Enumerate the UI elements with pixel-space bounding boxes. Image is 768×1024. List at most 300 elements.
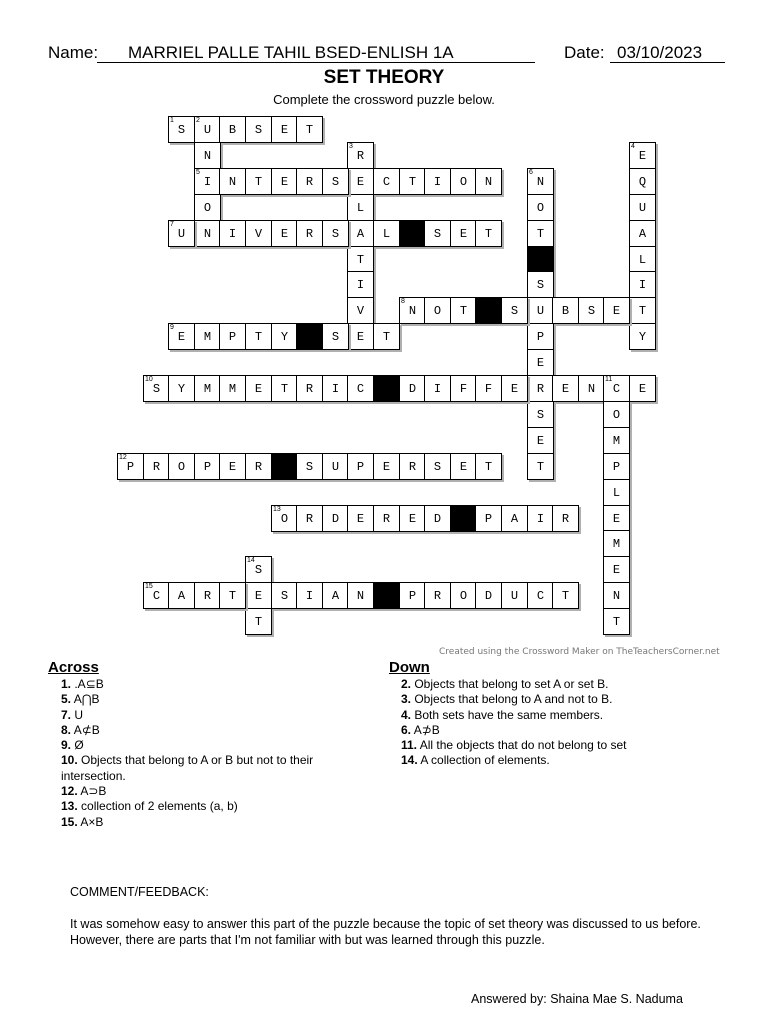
- cell-letter: Y: [177, 381, 186, 396]
- crossword-cell: [322, 375, 349, 402]
- crossword-cell: [296, 220, 323, 247]
- crossword-cell: [296, 505, 323, 532]
- cell-letter: A: [177, 588, 186, 603]
- cell-letter: M: [612, 433, 621, 448]
- clue-number: 13: [273, 506, 281, 513]
- cell-letter: C: [382, 174, 391, 189]
- crossword-cell: [629, 220, 656, 247]
- cell-letter: E: [612, 511, 621, 526]
- cell-letter: D: [484, 588, 493, 603]
- crossword-cell: [424, 220, 451, 247]
- clue-number-label: 12.: [61, 784, 78, 799]
- crossword-cell: [527, 401, 554, 428]
- crossword-cell: [219, 323, 246, 350]
- crossword-cell: [373, 168, 400, 195]
- across-heading: Across: [48, 659, 99, 676]
- crossword-cell: [603, 401, 630, 428]
- clue-text: Both sets have the same members.: [411, 707, 604, 722]
- cell-letter: I: [331, 381, 340, 396]
- clue-number: 11: [605, 376, 613, 383]
- cell-letter: T: [254, 329, 263, 344]
- clue-number-label: 3.: [401, 692, 412, 707]
- crossword-cell: [296, 375, 323, 402]
- crossword-cell: [347, 194, 374, 221]
- crossword-cell: [219, 582, 246, 609]
- crossword-cell: [450, 453, 477, 480]
- crossword-cell: [373, 220, 400, 247]
- cell-letter: N: [228, 174, 237, 189]
- cell-letter: U: [177, 226, 186, 241]
- cell-letter: E: [638, 148, 647, 163]
- clue-text: A collection of elements.: [417, 753, 550, 768]
- crossword-cell: [168, 116, 195, 143]
- crossword-black-cell: [450, 505, 477, 532]
- crossword-cell: [143, 453, 170, 480]
- clue-number: 4: [631, 143, 635, 150]
- cell-letter: P: [536, 329, 545, 344]
- crossword-cell: [347, 323, 374, 350]
- cell-letter: N: [587, 381, 596, 396]
- crossword-cell: [527, 375, 554, 402]
- crossword-cell: [168, 582, 195, 609]
- cell-letter: I: [305, 588, 314, 603]
- crossword-cell: [424, 582, 451, 609]
- crossword-cell: [271, 375, 298, 402]
- cell-letter: I: [638, 277, 647, 292]
- cell-letter: P: [126, 459, 135, 474]
- crossword-cell: [450, 582, 477, 609]
- clue-number: 6: [529, 169, 533, 176]
- cell-letter: S: [536, 277, 545, 292]
- cell-letter: E: [459, 459, 468, 474]
- cell-letter: A: [510, 511, 519, 526]
- cell-letter: R: [536, 381, 545, 396]
- cell-letter: R: [356, 148, 365, 163]
- crossword-cell: [475, 220, 502, 247]
- cell-letter: U: [536, 303, 545, 318]
- cell-letter: S: [254, 562, 263, 577]
- cell-letter: O: [177, 459, 186, 474]
- crossword-black-cell: [373, 582, 400, 609]
- crossword-cell: [527, 349, 554, 376]
- feedback-label: COMMENT/FEEDBACK:: [70, 885, 209, 899]
- crossword-cell: [347, 453, 374, 480]
- crossword-cell: [168, 323, 195, 350]
- crossword-cell: [245, 220, 272, 247]
- cell-letter: I: [433, 381, 442, 396]
- crossword-cell: [603, 375, 630, 402]
- clue-number: 12: [119, 454, 127, 461]
- cell-letter: T: [484, 459, 493, 474]
- cell-letter: S: [152, 381, 161, 396]
- cell-letter: R: [152, 459, 161, 474]
- clue-number-label: 15.: [61, 814, 78, 829]
- cell-letter: T: [561, 588, 570, 603]
- crossword-cell: [245, 556, 272, 583]
- crossword-cell: [296, 168, 323, 195]
- clue-number: 2: [196, 117, 200, 124]
- crossword-cell: [629, 323, 656, 350]
- cell-letter: O: [459, 174, 468, 189]
- across-clue: [61, 815, 368, 830]
- clue-text: A⊅B: [411, 722, 440, 737]
- crossword-cell: [450, 297, 477, 324]
- cell-letter: D: [433, 511, 442, 526]
- crossword-cell: [399, 582, 426, 609]
- clue-number-label: 2.: [401, 677, 412, 691]
- crossword-cell: [219, 220, 246, 247]
- crossword-cell: [501, 505, 528, 532]
- down-clue: [401, 723, 729, 738]
- cell-letter: P: [484, 511, 493, 526]
- cell-letter: A: [638, 226, 647, 241]
- cell-letter: C: [612, 381, 621, 396]
- crossword-cell: [424, 375, 451, 402]
- crossword-cell: [527, 427, 554, 454]
- cell-letter: I: [228, 226, 237, 241]
- clue-number-label: 8.: [61, 722, 72, 737]
- cell-letter: T: [536, 459, 545, 474]
- cell-letter: F: [484, 381, 493, 396]
- cell-letter: U: [510, 588, 519, 603]
- across-section: [48, 659, 368, 830]
- cell-letter: P: [228, 329, 237, 344]
- crossword-cell: [603, 297, 630, 324]
- crossword-cell: [629, 194, 656, 221]
- crossword-cell: [347, 168, 374, 195]
- crossword-black-cell: [399, 220, 426, 247]
- crossword-cell: [194, 220, 221, 247]
- clue-number-label: 9.: [61, 738, 72, 753]
- crossword-cell: [347, 297, 374, 324]
- cell-letter: U: [638, 200, 647, 215]
- cell-letter: N: [612, 588, 621, 603]
- crossword-cell: [194, 194, 221, 221]
- crossword-cell: [399, 168, 426, 195]
- feedback-text: It was somehow easy to answer this part of the puzzle because the topic of set theory was discussed to us before. However, there are parts that I'm not familiar with but was learned through this puzzle.: [70, 917, 701, 947]
- clue-number: 14: [247, 557, 255, 564]
- crossword-black-cell: [296, 323, 323, 350]
- cell-letter: N: [536, 174, 545, 189]
- crossword-cell: [347, 505, 374, 532]
- clue-text: Objects that belong to A and not to B.: [411, 692, 613, 707]
- crossword-cell: [603, 530, 630, 557]
- crossword-cell: [322, 582, 349, 609]
- credit-text: Created using the Crossword Maker on TheTeachersCorner.net: [439, 647, 720, 657]
- crossword-cell: [194, 168, 221, 195]
- clue-text: U: [71, 707, 84, 722]
- cell-letter: Y: [280, 329, 289, 344]
- crossword-cell: [501, 582, 528, 609]
- cell-letter: E: [356, 329, 365, 344]
- crossword-cell: [527, 168, 554, 195]
- clue-text: Objects that belong to set A or set B.: [411, 677, 609, 691]
- crossword-cell: [296, 582, 323, 609]
- clue-number: 7: [170, 221, 174, 228]
- cell-letter: A: [331, 588, 340, 603]
- crossword-black-cell: [475, 297, 502, 324]
- clue-number-label: 11.: [401, 738, 418, 753]
- cell-letter: E: [280, 174, 289, 189]
- cell-letter: R: [305, 226, 314, 241]
- crossword-cell: [527, 582, 554, 609]
- clue-text: Objects that belong to A or B but not to their intersection.: [61, 753, 314, 783]
- down-heading: Down: [389, 659, 430, 676]
- crossword-cell: [475, 375, 502, 402]
- clue-text: .A⊆B: [71, 677, 104, 691]
- crossword-cell: [527, 297, 554, 324]
- crossword-cell: [168, 220, 195, 247]
- cell-letter: O: [612, 407, 621, 422]
- crossword-cell: [629, 375, 656, 402]
- crossword-cell: [322, 505, 349, 532]
- crossword-cell: [578, 297, 605, 324]
- crossword-grid: [117, 116, 657, 636]
- crossword-cell: [501, 375, 528, 402]
- crossword-cell: [219, 453, 246, 480]
- crossword-cell: [296, 453, 323, 480]
- cell-letter: R: [408, 459, 417, 474]
- down-section: [389, 659, 729, 769]
- crossword-cell: [424, 168, 451, 195]
- crossword-cell: [450, 220, 477, 247]
- cell-letter: P: [612, 459, 621, 474]
- cell-letter: T: [612, 614, 621, 629]
- cell-letter: P: [408, 588, 417, 603]
- cell-letter: R: [254, 459, 263, 474]
- crossword-cell: [603, 582, 630, 609]
- clue-number: 8: [401, 298, 405, 305]
- crossword-cell: [475, 453, 502, 480]
- cell-letter: E: [177, 329, 186, 344]
- crossword-cell: [245, 323, 272, 350]
- crossword-cell: [552, 505, 579, 532]
- clue-number: 5: [196, 169, 200, 176]
- crossword-cell: [296, 116, 323, 143]
- down-clue-list: [389, 677, 729, 769]
- cell-letter: L: [356, 200, 365, 215]
- crossword-cell: [271, 323, 298, 350]
- crossword-cell: [194, 142, 221, 169]
- crossword-cell: [143, 582, 170, 609]
- cell-letter: E: [612, 562, 621, 577]
- crossword-cell: [347, 220, 374, 247]
- cell-letter: E: [408, 511, 417, 526]
- crossword-cell: [194, 453, 221, 480]
- across-clue-list: [48, 677, 368, 830]
- crossword-cell: [399, 505, 426, 532]
- cell-letter: R: [305, 511, 314, 526]
- crossword-cell: [143, 375, 170, 402]
- cell-letter: E: [638, 381, 647, 396]
- cell-letter: T: [382, 329, 391, 344]
- crossword-cell: [603, 556, 630, 583]
- across-clue: [61, 753, 368, 784]
- crossword-cell: [527, 220, 554, 247]
- cell-letter: E: [254, 588, 263, 603]
- cell-letter: R: [382, 511, 391, 526]
- cell-letter: C: [152, 588, 161, 603]
- clue-text: A⊃B: [77, 784, 107, 799]
- cell-letter: L: [638, 252, 647, 267]
- crossword-cell: [322, 453, 349, 480]
- cell-letter: T: [254, 614, 263, 629]
- across-clue: [61, 677, 368, 692]
- cell-letter: E: [510, 381, 519, 396]
- across-clue: [61, 738, 368, 753]
- crossword-cell: [527, 271, 554, 298]
- cell-letter: S: [177, 122, 186, 137]
- clue-number-label: 4.: [401, 707, 412, 722]
- cell-letter: S: [254, 122, 263, 137]
- cell-letter: D: [331, 511, 340, 526]
- crossword-cell: [629, 297, 656, 324]
- crossword-cell: [603, 479, 630, 506]
- crossword-cell: [194, 375, 221, 402]
- cell-letter: M: [612, 536, 621, 551]
- crossword-cell: [475, 505, 502, 532]
- crossword-cell: [629, 168, 656, 195]
- cell-letter: R: [433, 588, 442, 603]
- date-label: Date:: [564, 43, 605, 62]
- date-value: 03/10/2023: [617, 43, 703, 62]
- crossword-cell: [194, 582, 221, 609]
- cell-letter: V: [356, 303, 365, 318]
- cell-letter: T: [280, 381, 289, 396]
- clue-text: A⊄B: [71, 722, 100, 737]
- crossword-cell: [578, 375, 605, 402]
- cell-letter: O: [203, 200, 212, 215]
- crossword-cell: [450, 375, 477, 402]
- crossword-cell: [117, 453, 144, 480]
- page-title: SET THEORY: [323, 67, 445, 88]
- cell-letter: S: [305, 459, 314, 474]
- crossword-cell: [322, 220, 349, 247]
- crossword-cell: [245, 375, 272, 402]
- crossword-black-cell: [373, 375, 400, 402]
- crossword-cell: [399, 297, 426, 324]
- crossword-cell: [424, 453, 451, 480]
- crossword-cell: [527, 194, 554, 221]
- across-clue: [61, 784, 368, 799]
- cell-letter: N: [408, 303, 417, 318]
- cell-letter: E: [280, 122, 289, 137]
- page-subtitle: Complete the crossword puzzle below.: [273, 92, 495, 107]
- cell-letter: R: [305, 174, 314, 189]
- clue-number-label: 1.: [61, 677, 72, 691]
- crossword-cell: [552, 375, 579, 402]
- crossword-cell: [475, 582, 502, 609]
- cell-letter: R: [305, 381, 314, 396]
- cell-letter: T: [536, 226, 545, 241]
- cell-letter: S: [510, 303, 519, 318]
- down-clue: [401, 753, 729, 768]
- crossword-cell: [219, 168, 246, 195]
- down-clue: [401, 708, 729, 723]
- cell-letter: E: [382, 459, 391, 474]
- clue-number: 3: [349, 143, 353, 150]
- down-clue: [401, 692, 729, 707]
- crossword-cell: [629, 271, 656, 298]
- cell-letter: T: [305, 122, 314, 137]
- cell-letter: P: [203, 459, 212, 474]
- crossword-cell: [271, 168, 298, 195]
- cell-letter: I: [433, 174, 442, 189]
- cell-letter: S: [536, 407, 545, 422]
- clue-number: 15: [145, 583, 153, 590]
- clue-number: 9: [170, 324, 174, 331]
- cell-letter: C: [356, 381, 365, 396]
- crossword-cell: [347, 375, 374, 402]
- cell-letter: T: [408, 174, 417, 189]
- crossword-cell: [399, 453, 426, 480]
- crossword-cell: [347, 246, 374, 273]
- cell-letter: S: [331, 174, 340, 189]
- cell-letter: M: [228, 381, 237, 396]
- cell-letter: E: [536, 433, 545, 448]
- crossword-cell: [603, 427, 630, 454]
- clue-number-label: 5.: [61, 692, 72, 707]
- cell-letter: N: [356, 588, 365, 603]
- crossword-cell: [245, 453, 272, 480]
- cell-letter: I: [203, 174, 212, 189]
- clue-number: 10: [145, 376, 153, 383]
- cell-letter: M: [203, 381, 212, 396]
- crossword-cell: [552, 297, 579, 324]
- cell-letter: M: [203, 329, 212, 344]
- cell-letter: O: [433, 303, 442, 318]
- cell-letter: O: [280, 511, 289, 526]
- crossword-cell: [424, 505, 451, 532]
- cell-letter: E: [254, 381, 263, 396]
- cell-letter: S: [433, 226, 442, 241]
- crossword-cell: [603, 453, 630, 480]
- cell-letter: E: [612, 303, 621, 318]
- crossword-cell: [322, 323, 349, 350]
- crossword-cell: [475, 168, 502, 195]
- crossword-cell: [168, 453, 195, 480]
- crossword-cell: [347, 142, 374, 169]
- cell-letter: D: [408, 381, 417, 396]
- cell-letter: O: [536, 200, 545, 215]
- crossword-cell: [424, 297, 451, 324]
- cell-letter: E: [228, 459, 237, 474]
- crossword-cell: [271, 505, 298, 532]
- cell-letter: E: [459, 226, 468, 241]
- crossword-cell: [347, 582, 374, 609]
- cell-letter: T: [254, 174, 263, 189]
- cell-letter: S: [587, 303, 596, 318]
- cell-letter: T: [356, 252, 365, 267]
- across-clue: [61, 799, 368, 814]
- crossword-cell: [373, 453, 400, 480]
- cell-letter: S: [331, 329, 340, 344]
- crossword-cell: [219, 116, 246, 143]
- cell-letter: T: [228, 588, 237, 603]
- cell-letter: I: [536, 511, 545, 526]
- crossword-cell: [629, 246, 656, 273]
- crossword-cell: [527, 453, 554, 480]
- clue-number-label: 10.: [61, 753, 78, 768]
- crossword-cell: [552, 582, 579, 609]
- answered-by: Answered by: Shaina Mae S. Naduma: [471, 992, 683, 1006]
- crossword-cell: [322, 168, 349, 195]
- name-label: Name:: [48, 43, 99, 62]
- cell-letter: E: [280, 226, 289, 241]
- cell-letter: T: [638, 303, 647, 318]
- cell-letter: R: [561, 511, 570, 526]
- cell-letter: F: [459, 381, 468, 396]
